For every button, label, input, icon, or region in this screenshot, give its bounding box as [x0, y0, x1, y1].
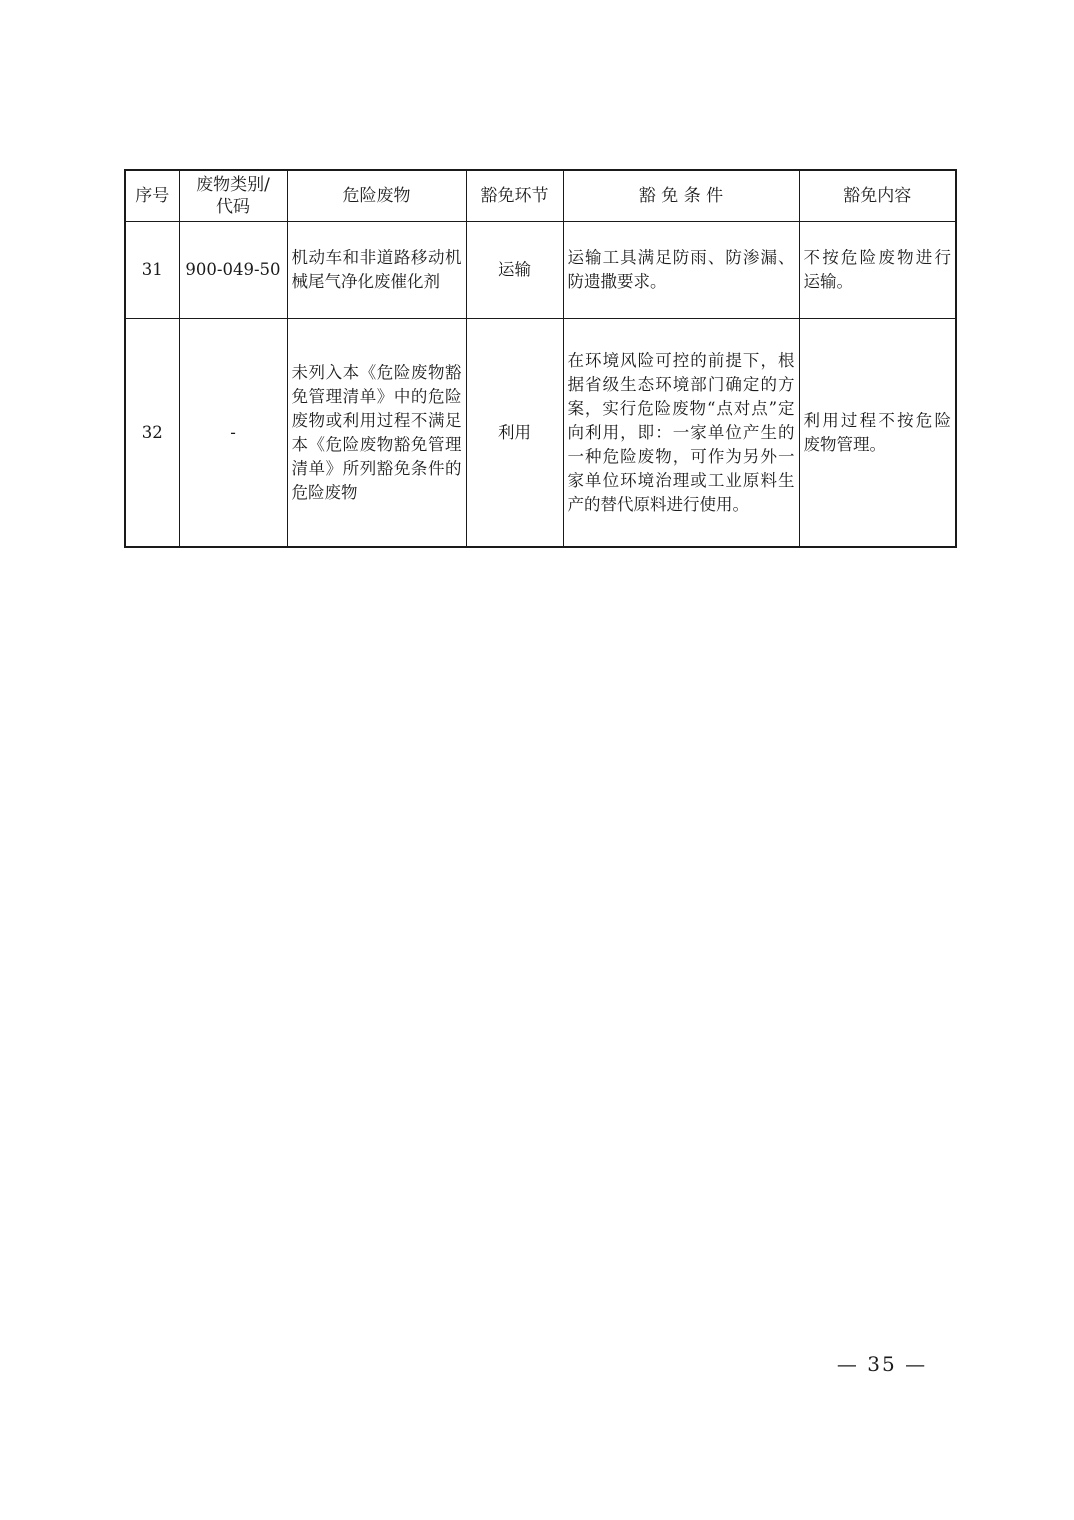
- header-category-code: [179, 170, 287, 222]
- row-waste: 机动车和非道路移动机械尾气净化废催化剂: [287, 222, 466, 319]
- header-stage: 豁免环节: [466, 170, 563, 222]
- header-conditions: 豁 免 条 件: [563, 170, 799, 222]
- page-number: — 35 —: [836, 1352, 928, 1376]
- table-row: [125, 319, 956, 548]
- row-waste: 未列入本《危险废物豁免管理清单》中的危险废物或利用过程不满足本《危险废物豁免管理清单》所列豁免条件的危险废物: [287, 319, 466, 548]
- header-index: 序号: [125, 170, 179, 222]
- row-stage: 运输: [466, 222, 563, 319]
- row-stage: 利用: [466, 319, 563, 548]
- row-code: 900-049-50: [179, 222, 287, 319]
- row-index: 31: [125, 222, 179, 319]
- header-content: 豁免内容: [799, 170, 956, 222]
- row-conditions: 运输工具满足防雨、防渗漏、防遗撒要求。: [563, 222, 799, 319]
- header-waste: 危险废物: [287, 170, 466, 222]
- row-code: -: [179, 319, 287, 548]
- table-row: [125, 222, 956, 319]
- row-conditions: 在环境风险可控的前提下，根据省级生态环境部门确定的方案，实行危险废物“点对点”定向利用，即：一家单位产生的一种危险废物，可作为另外一家单位环境治理或工业原料生产的替代原料进行使用。: [563, 319, 799, 548]
- row-content: 利用过程不按危险废物管理。: [799, 319, 956, 548]
- table-header-row: [125, 170, 956, 222]
- header-category-code-line1: 废物类别/: [196, 175, 270, 195]
- header-category-code-line2: 代码: [216, 197, 250, 217]
- row-content: 不按危险废物进行运输。: [799, 222, 956, 319]
- row-index: 32: [125, 319, 179, 548]
- hazardous-waste-exemption-table: [124, 169, 957, 548]
